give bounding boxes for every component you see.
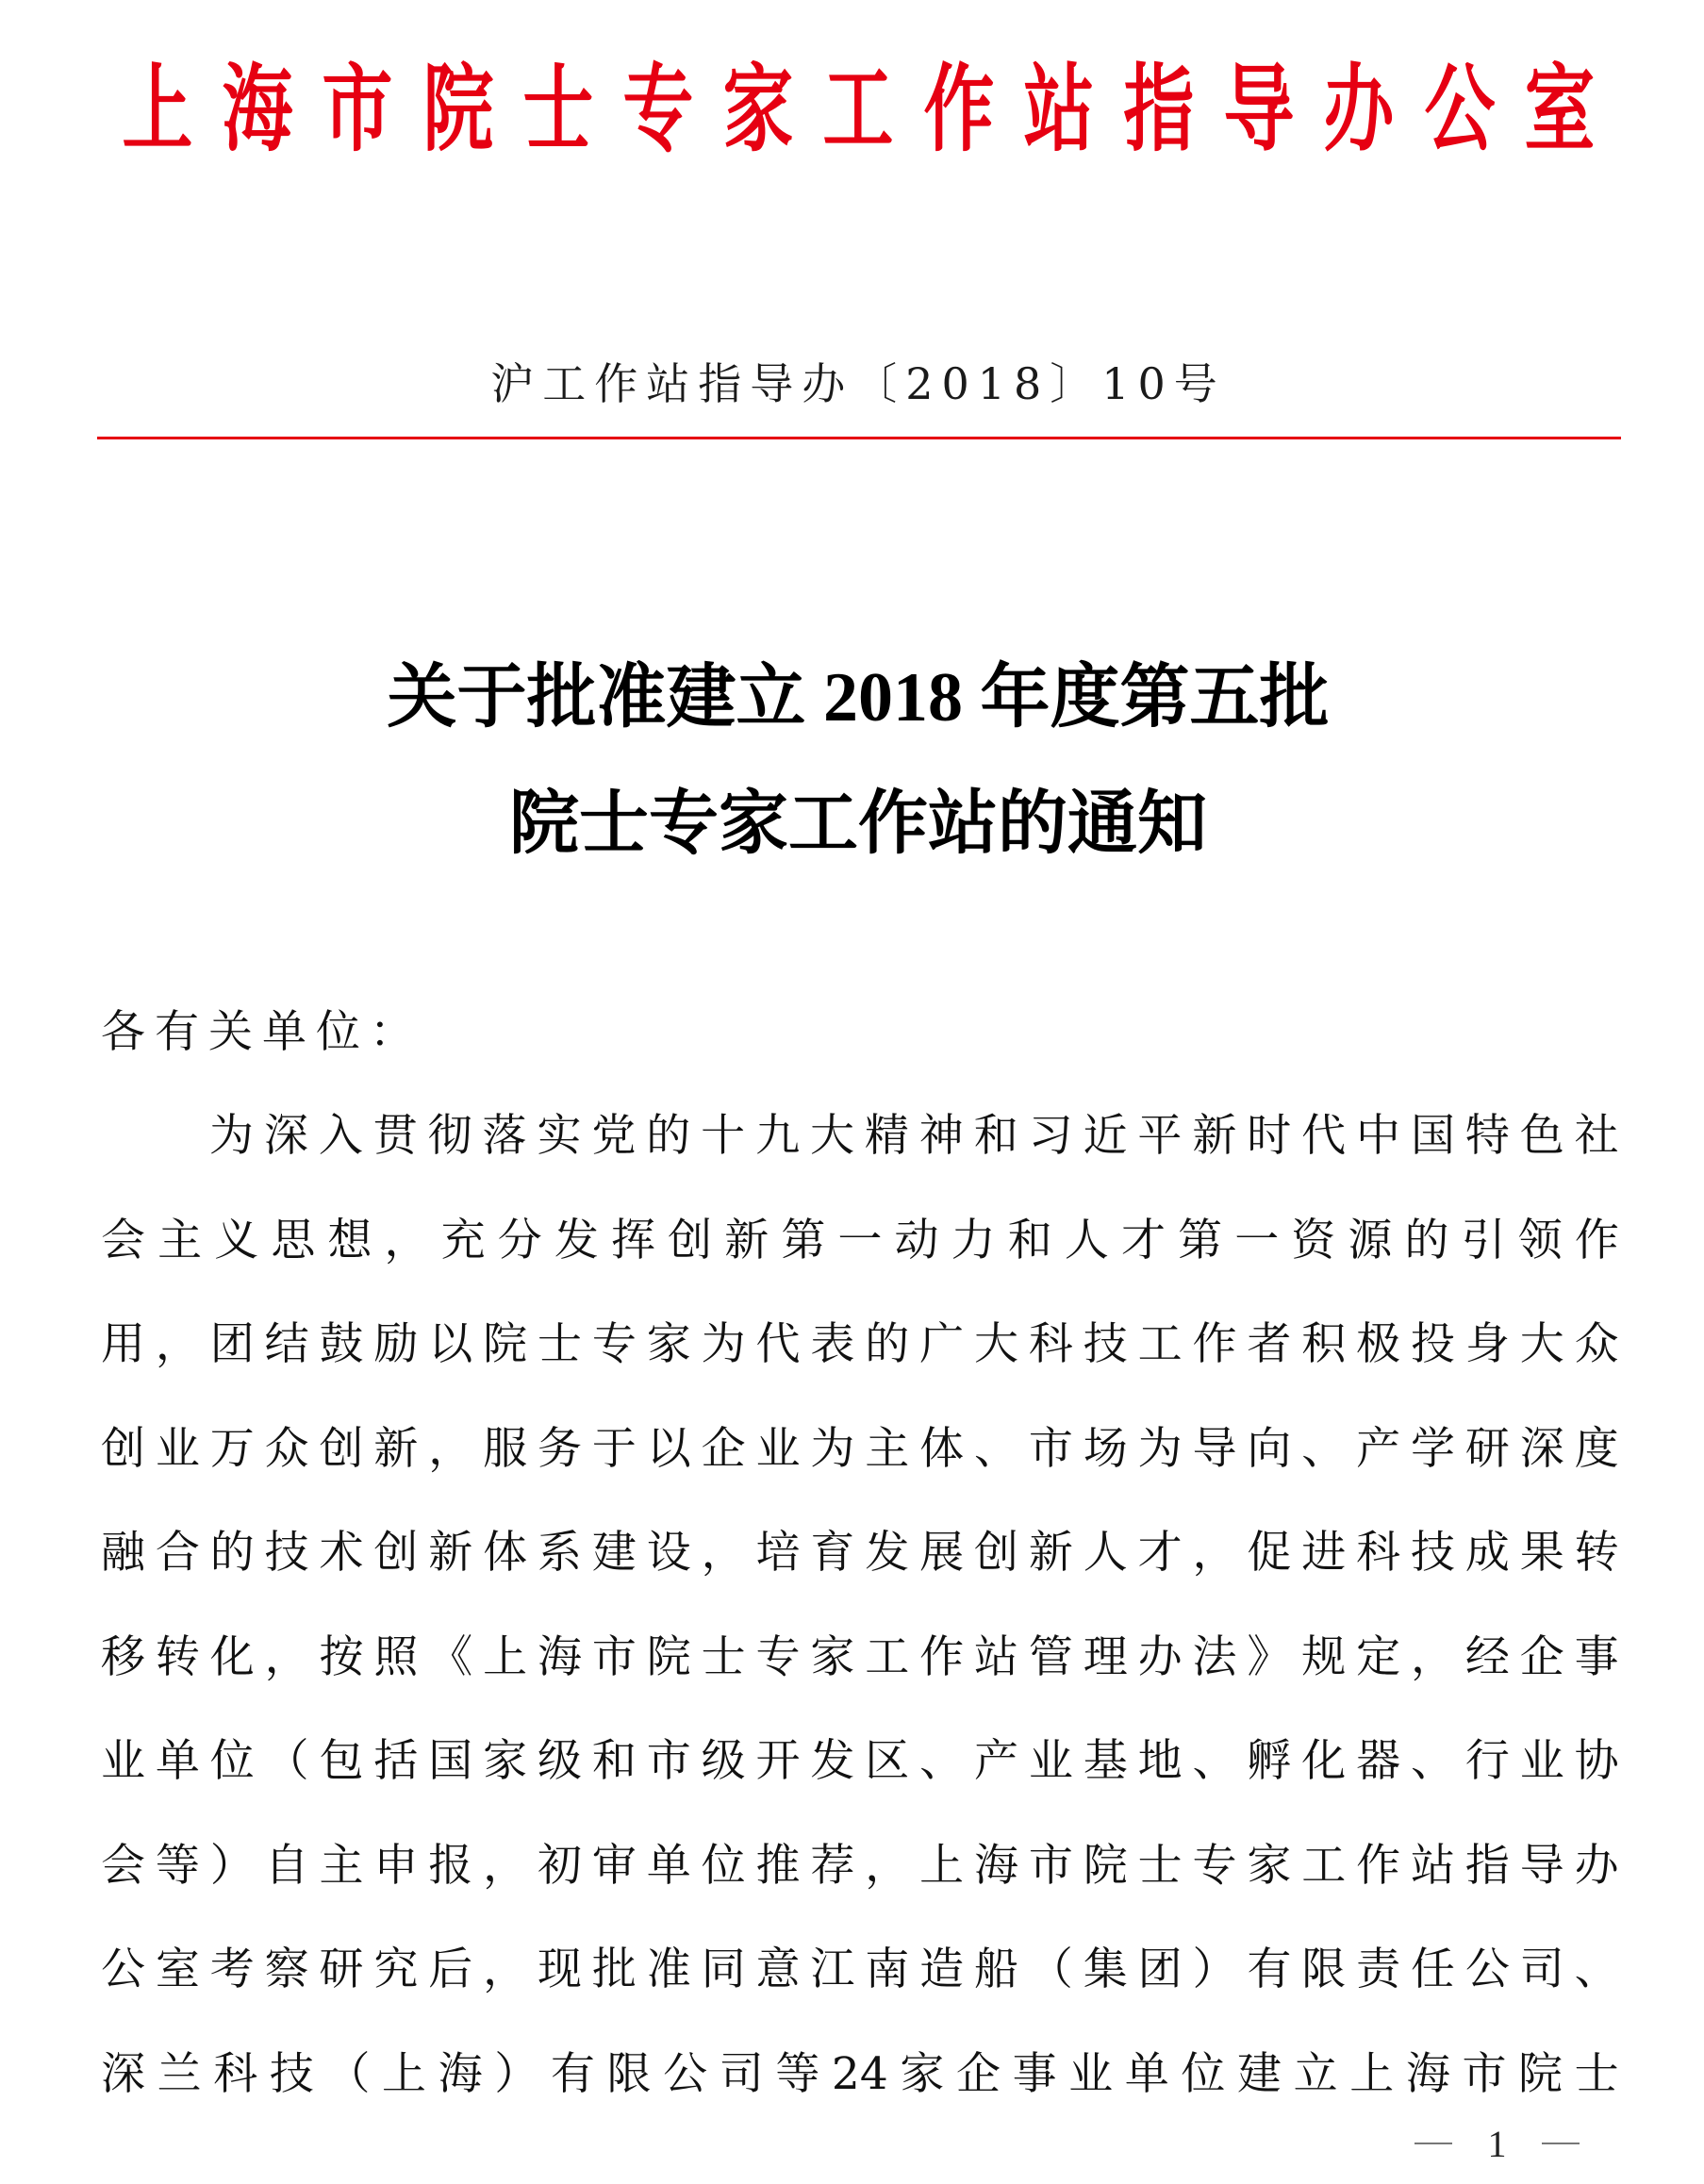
page-number-right-dash <box>1542 2143 1580 2144</box>
page-number-value: 1 <box>1487 2122 1507 2165</box>
document-number: 沪工作站指导办〔2018〕10号 <box>490 358 1226 409</box>
issuing-organization-header <box>112 53 1605 165</box>
header-char: 指 <box>1123 53 1195 165</box>
document-title-line-1: 关于批准建立 2018 年度第五批 <box>387 659 1330 736</box>
header-char: 办 <box>1323 53 1395 165</box>
body-line: 为 深 入 贯 彻 落 实 党 的 十 九 大 精 神 和 习 近 平 新 时 代 中 国 特 色 社 <box>209 1110 1619 1162</box>
header-char: 院 <box>422 53 494 165</box>
page-number <box>1414 2120 1580 2167</box>
header-char: 士 <box>522 53 594 165</box>
header-char: 家 <box>722 53 794 165</box>
body-line: 会 主 义 思 想 ， 充 分 发 挥 创 新 第 一 动 力 和 人 才 第 一 资 源 的 引 领 作 <box>101 1215 1619 1266</box>
salutation: 各有关单位： <box>101 1006 423 1058</box>
page-number-left-dash <box>1414 2143 1452 2144</box>
body-line: 深 兰 科 技 （ 上 海 ） 有 限 公 司 等 24 家 企 事 业 单 位 建 立 上 海 市 院 士 <box>101 2048 1619 2100</box>
header-char: 公 <box>1424 53 1496 165</box>
header-char: 市 <box>322 53 393 165</box>
header-char: 导 <box>1223 53 1295 165</box>
header-char: 海 <box>222 53 293 165</box>
header-char: 工 <box>822 53 894 165</box>
body-line: 业 单 位 （ 包 括 国 家 级 和 市 级 开 发 区 、 产 业 基 地 、 孵 化 器 、 行 业 协 <box>101 1735 1619 1787</box>
body-line: 会 等 ） 自 主 申 报 ， 初 审 单 位 推 荐 ， 上 海 市 院 士 专 家 工 作 站 指 导 办 <box>101 1840 1619 1892</box>
body-line: 融 合 的 技 术 创 新 体 系 建 设 ， 培 育 发 展 创 新 人 才 ， 促 进 科 技 成 果 转 <box>101 1527 1619 1579</box>
header-char: 室 <box>1524 53 1596 165</box>
header-char: 专 <box>622 53 694 165</box>
body-line: 公 室 考 察 研 究 后 ， 现 批 准 同 意 江 南 造 船 （ 集 团 ） 有 限 责 任 公 司 、 <box>101 1944 1619 1995</box>
body-line: 移 转 化 ， 按 照 《 上 海 市 院 士 专 家 工 作 站 管 理 办 法 》 规 定 ， 经 企 事 <box>101 1631 1619 1683</box>
body-line: 创 业 万 众 创 新 ， 服 务 于 以 企 业 为 主 体 、 市 场 为 导 向 、 产 学 研 深 度 <box>101 1423 1619 1475</box>
red-separator-rule <box>97 437 1621 439</box>
document-title-line-2: 院士专家工作站的通知 <box>509 786 1207 863</box>
header-char: 上 <box>122 53 193 165</box>
body-line: 用 ， 团 结 鼓 励 以 院 士 专 家 为 代 表 的 广 大 科 技 工 作 者 积 极 投 身 大 众 <box>101 1318 1619 1370</box>
header-char: 作 <box>923 53 995 165</box>
header-char: 站 <box>1023 53 1095 165</box>
